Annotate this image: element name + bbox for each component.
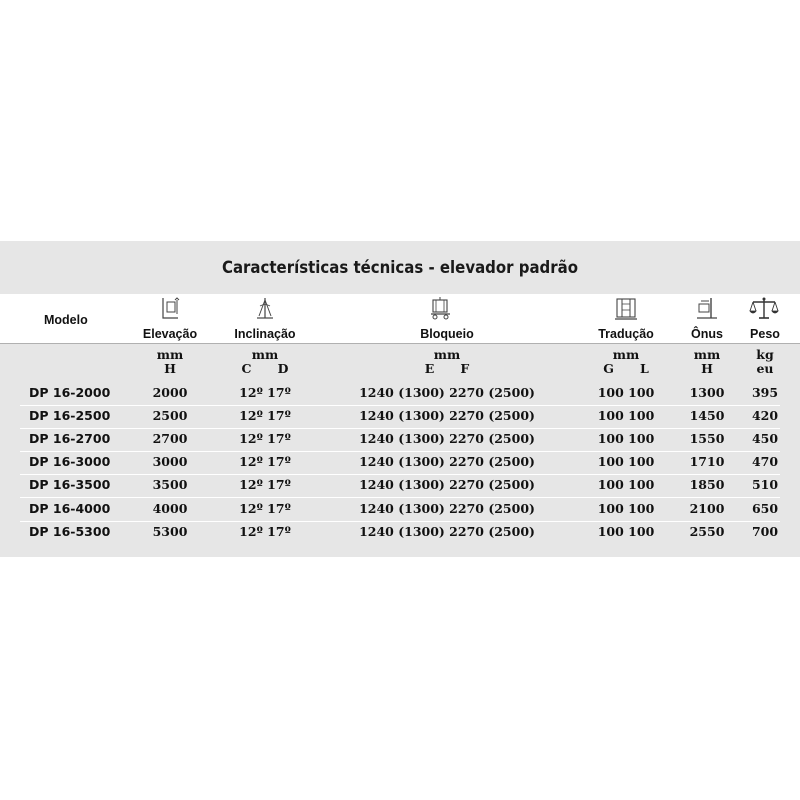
- unit-inclination-sub: C D: [241, 361, 289, 376]
- cell-translation: 100 100: [597, 454, 655, 470]
- header-weight: Peso: [750, 327, 780, 341]
- row-divider: [20, 521, 780, 522]
- header-elevation: Elevação: [142, 327, 198, 341]
- row-divider: [20, 428, 780, 429]
- unit-inclination: mm: [251, 347, 279, 362]
- cell-elevation: 2500: [152, 408, 188, 424]
- unit-elevation: mm: [156, 347, 184, 362]
- cell-weight: 470: [751, 454, 779, 470]
- cell-elevation: 5300: [152, 523, 188, 539]
- cell-onus: 1450: [689, 408, 725, 424]
- cell-model: DP 16-4000: [29, 500, 111, 516]
- cell-translation: 100 100: [597, 408, 655, 424]
- cell-onus: 1710: [689, 454, 725, 470]
- cell-model: DP 16-3000: [29, 454, 111, 470]
- cell-inclination: 12º 17º: [239, 500, 291, 516]
- cell-elevation: 2700: [152, 431, 188, 447]
- unit-weight-sub: eu: [756, 361, 774, 376]
- unit-block: mm: [433, 347, 461, 362]
- cell-model: DP 16-2000: [29, 385, 111, 400]
- header-block: Bloqueio: [420, 327, 474, 341]
- row-divider: [20, 405, 780, 406]
- cell-translation: 100 100: [597, 477, 655, 493]
- cell-model: DP 16-5300: [29, 523, 111, 539]
- cell-block: 1240 (1300) 2270 (2500): [359, 454, 535, 470]
- cell-weight: 650: [751, 500, 779, 516]
- unit-onus: mm: [693, 347, 721, 362]
- unit-weight: kg: [756, 347, 774, 362]
- cell-weight: 420: [751, 408, 779, 424]
- table-header: [0, 294, 800, 343]
- cell-inclination: 12º 17º: [239, 408, 291, 424]
- cell-model: DP 16-2700: [29, 431, 111, 447]
- cell-weight: 395: [751, 385, 779, 400]
- cell-onus: 1550: [689, 431, 725, 447]
- unit-elevation-sub: H: [164, 361, 176, 376]
- cell-inclination: 12º 17º: [239, 454, 291, 470]
- cell-weight: 510: [751, 477, 779, 493]
- cell-translation: 100 100: [597, 500, 655, 516]
- cell-translation: 100 100: [597, 431, 655, 447]
- cell-model: DP 16-2500: [29, 408, 111, 424]
- header-onus: Ônus: [691, 327, 723, 341]
- cell-weight: 700: [751, 523, 779, 539]
- unit-block-sub: E F: [424, 361, 470, 376]
- cell-block: 1240 (1300) 2270 (2500): [359, 385, 535, 400]
- header-model: Modelo: [44, 313, 88, 327]
- side-shift-icon: [613, 296, 639, 322]
- cell-elevation: 3000: [152, 454, 188, 470]
- cell-block: 1240 (1300) 2270 (2500): [359, 523, 535, 539]
- cell-block: 1240 (1300) 2270 (2500): [359, 477, 535, 493]
- cell-block: 1240 (1300) 2270 (2500): [359, 500, 535, 516]
- cell-onus: 1850: [689, 477, 725, 493]
- cell-translation: 100 100: [597, 523, 655, 539]
- row-divider: [20, 497, 780, 498]
- row-divider: [20, 474, 780, 475]
- load-icon: [693, 296, 721, 322]
- tilt-angle-icon: [253, 296, 277, 322]
- cell-elevation: 4000: [152, 500, 188, 516]
- cell-weight: 450: [751, 431, 779, 447]
- header-inclination: Inclinação: [234, 327, 296, 341]
- row-divider: [20, 451, 780, 452]
- header-divider: [0, 343, 800, 344]
- page-title: Características técnicas - elevador padrão: [221, 258, 579, 278]
- unit-translation-sub: G L: [603, 361, 649, 376]
- forklift-block-icon: [428, 296, 454, 322]
- unit-onus-sub: H: [701, 361, 713, 376]
- header-translation: Tradução: [598, 327, 654, 341]
- cell-inclination: 12º 17º: [239, 385, 291, 400]
- cell-model: DP 16-3500: [29, 477, 111, 493]
- cell-elevation: 2000: [152, 385, 188, 400]
- cell-elevation: 3500: [152, 477, 188, 493]
- scale-icon: [749, 296, 779, 322]
- lift-height-icon: [158, 296, 182, 322]
- cell-onus: 1300: [689, 385, 725, 400]
- cell-inclination: 12º 17º: [239, 431, 291, 447]
- unit-translation: mm: [612, 347, 640, 362]
- cell-block: 1240 (1300) 2270 (2500): [359, 408, 535, 424]
- cell-inclination: 12º 17º: [239, 477, 291, 493]
- cell-onus: 2100: [689, 500, 725, 516]
- cell-onus: 2550: [689, 523, 725, 539]
- cell-translation: 100 100: [597, 385, 655, 400]
- cell-inclination: 12º 17º: [239, 523, 291, 539]
- cell-block: 1240 (1300) 2270 (2500): [359, 431, 535, 447]
